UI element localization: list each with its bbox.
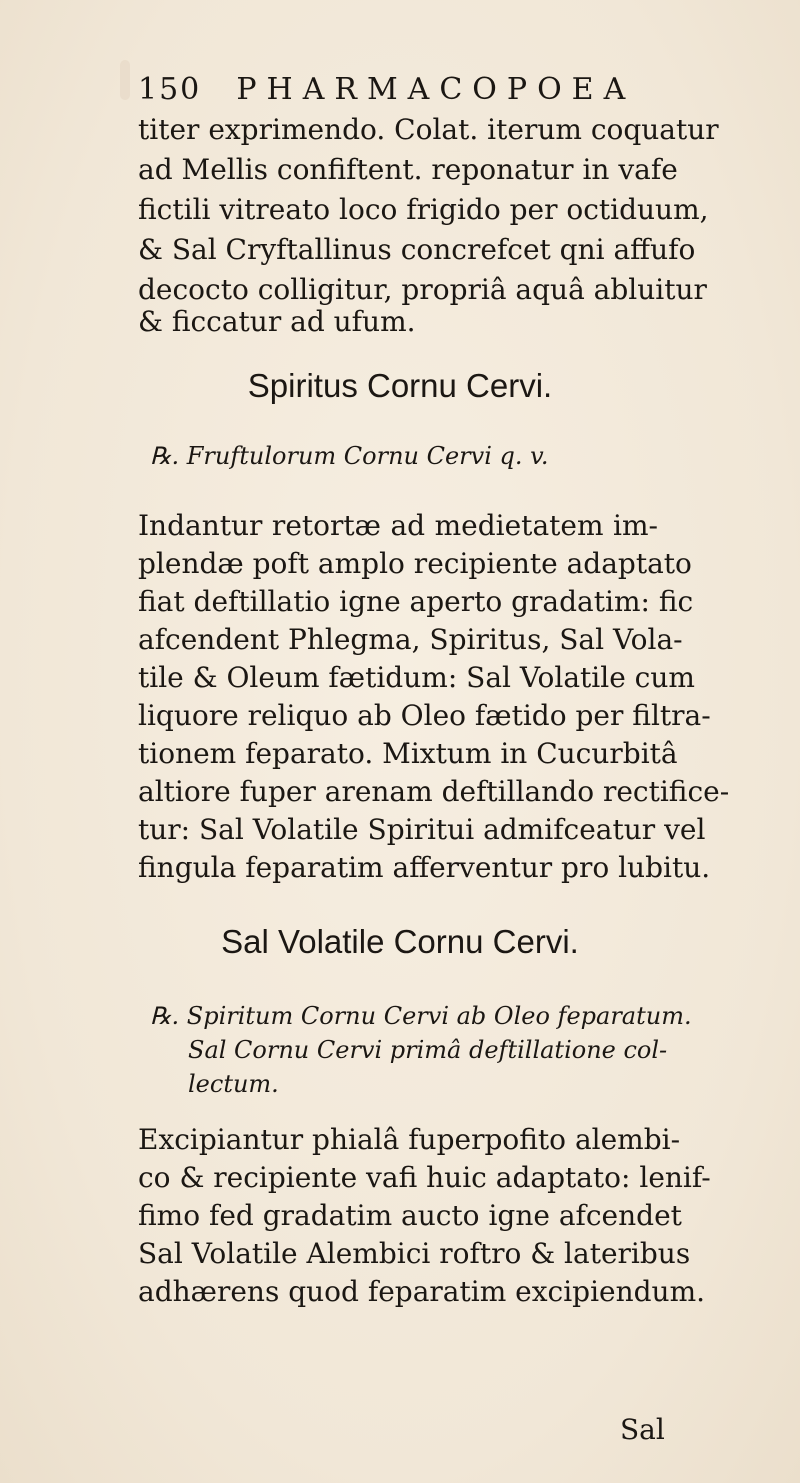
text-line: liquore reliquo ab Oleo fætido per filtra-	[138, 699, 711, 732]
text-line: ad Mellis confiftent. reponatur in vafe	[138, 153, 678, 186]
recipe-line: lectum.	[188, 1070, 279, 1098]
text-line: fingula feparatim afferventur pro lubitu.	[138, 851, 711, 884]
text-line: Sal Volatile Alembici roftro & lateribus	[138, 1237, 691, 1270]
recipe-line: Sal Cornu Cervi primâ deftillatione col-	[188, 1036, 668, 1064]
text-line: altiore fuper arenam deftillando rectifice-	[138, 775, 730, 808]
page-number: 150	[138, 72, 202, 107]
text-line: plendæ poft amplo recipiente adaptato	[138, 547, 692, 580]
recipe-line: ℞. Spiritum Cornu Cervi ab Oleo feparatum.	[150, 1002, 692, 1030]
text-line: decocto colligitur, propriâ aquâ abluitur	[138, 273, 707, 306]
text-line: fictili vitreato loco frigido per octiduum,	[138, 193, 709, 226]
running-title: PHARMACOPOEA	[236, 72, 636, 107]
section-heading-sal-volatile: Sal Volatile Cornu Cervi.	[221, 923, 579, 960]
page-header	[138, 72, 635, 116]
text-line: & Sal Cryftallinus concrefcet qni affufo	[138, 233, 696, 266]
text-line: Indantur retortæ ad medietatem im-	[138, 509, 658, 542]
text-line: afcendent Phlegma, Spiritus, Sal Vola-	[138, 623, 683, 656]
text-line: titer exprimendo. Colat. iterum coquatur	[138, 113, 719, 146]
text-line: fimo fed gradatim aucto igne afcendet	[138, 1199, 682, 1232]
text-line: tionem feparato. Mixtum in Cucurbitâ	[138, 737, 678, 770]
text-line: tur: Sal Volatile Spiritui admifceatur vel	[138, 813, 706, 846]
page-stain	[120, 60, 130, 100]
text-line: tile & Oleum fætidum: Sal Volatile cum	[138, 661, 695, 694]
text-line: co & recipiente vafi huic adaptato: lenif-	[138, 1161, 711, 1194]
text-line: adhærens quod feparatim excipiendum.	[138, 1275, 706, 1308]
text-line: fiat deftillatio igne aperto gradatim: fic	[138, 585, 694, 618]
text-line: & ficcatur ad ufum.	[138, 305, 416, 338]
text-line: Excipiantur phialâ fuperpofito alembi-	[138, 1123, 681, 1156]
section-heading-spiritus: Spiritus Cornu Cervi.	[247, 367, 553, 404]
catchword: Sal	[620, 1413, 665, 1446]
recipe-line: ℞. Fruftulorum Cornu Cervi q. v.	[150, 442, 549, 470]
